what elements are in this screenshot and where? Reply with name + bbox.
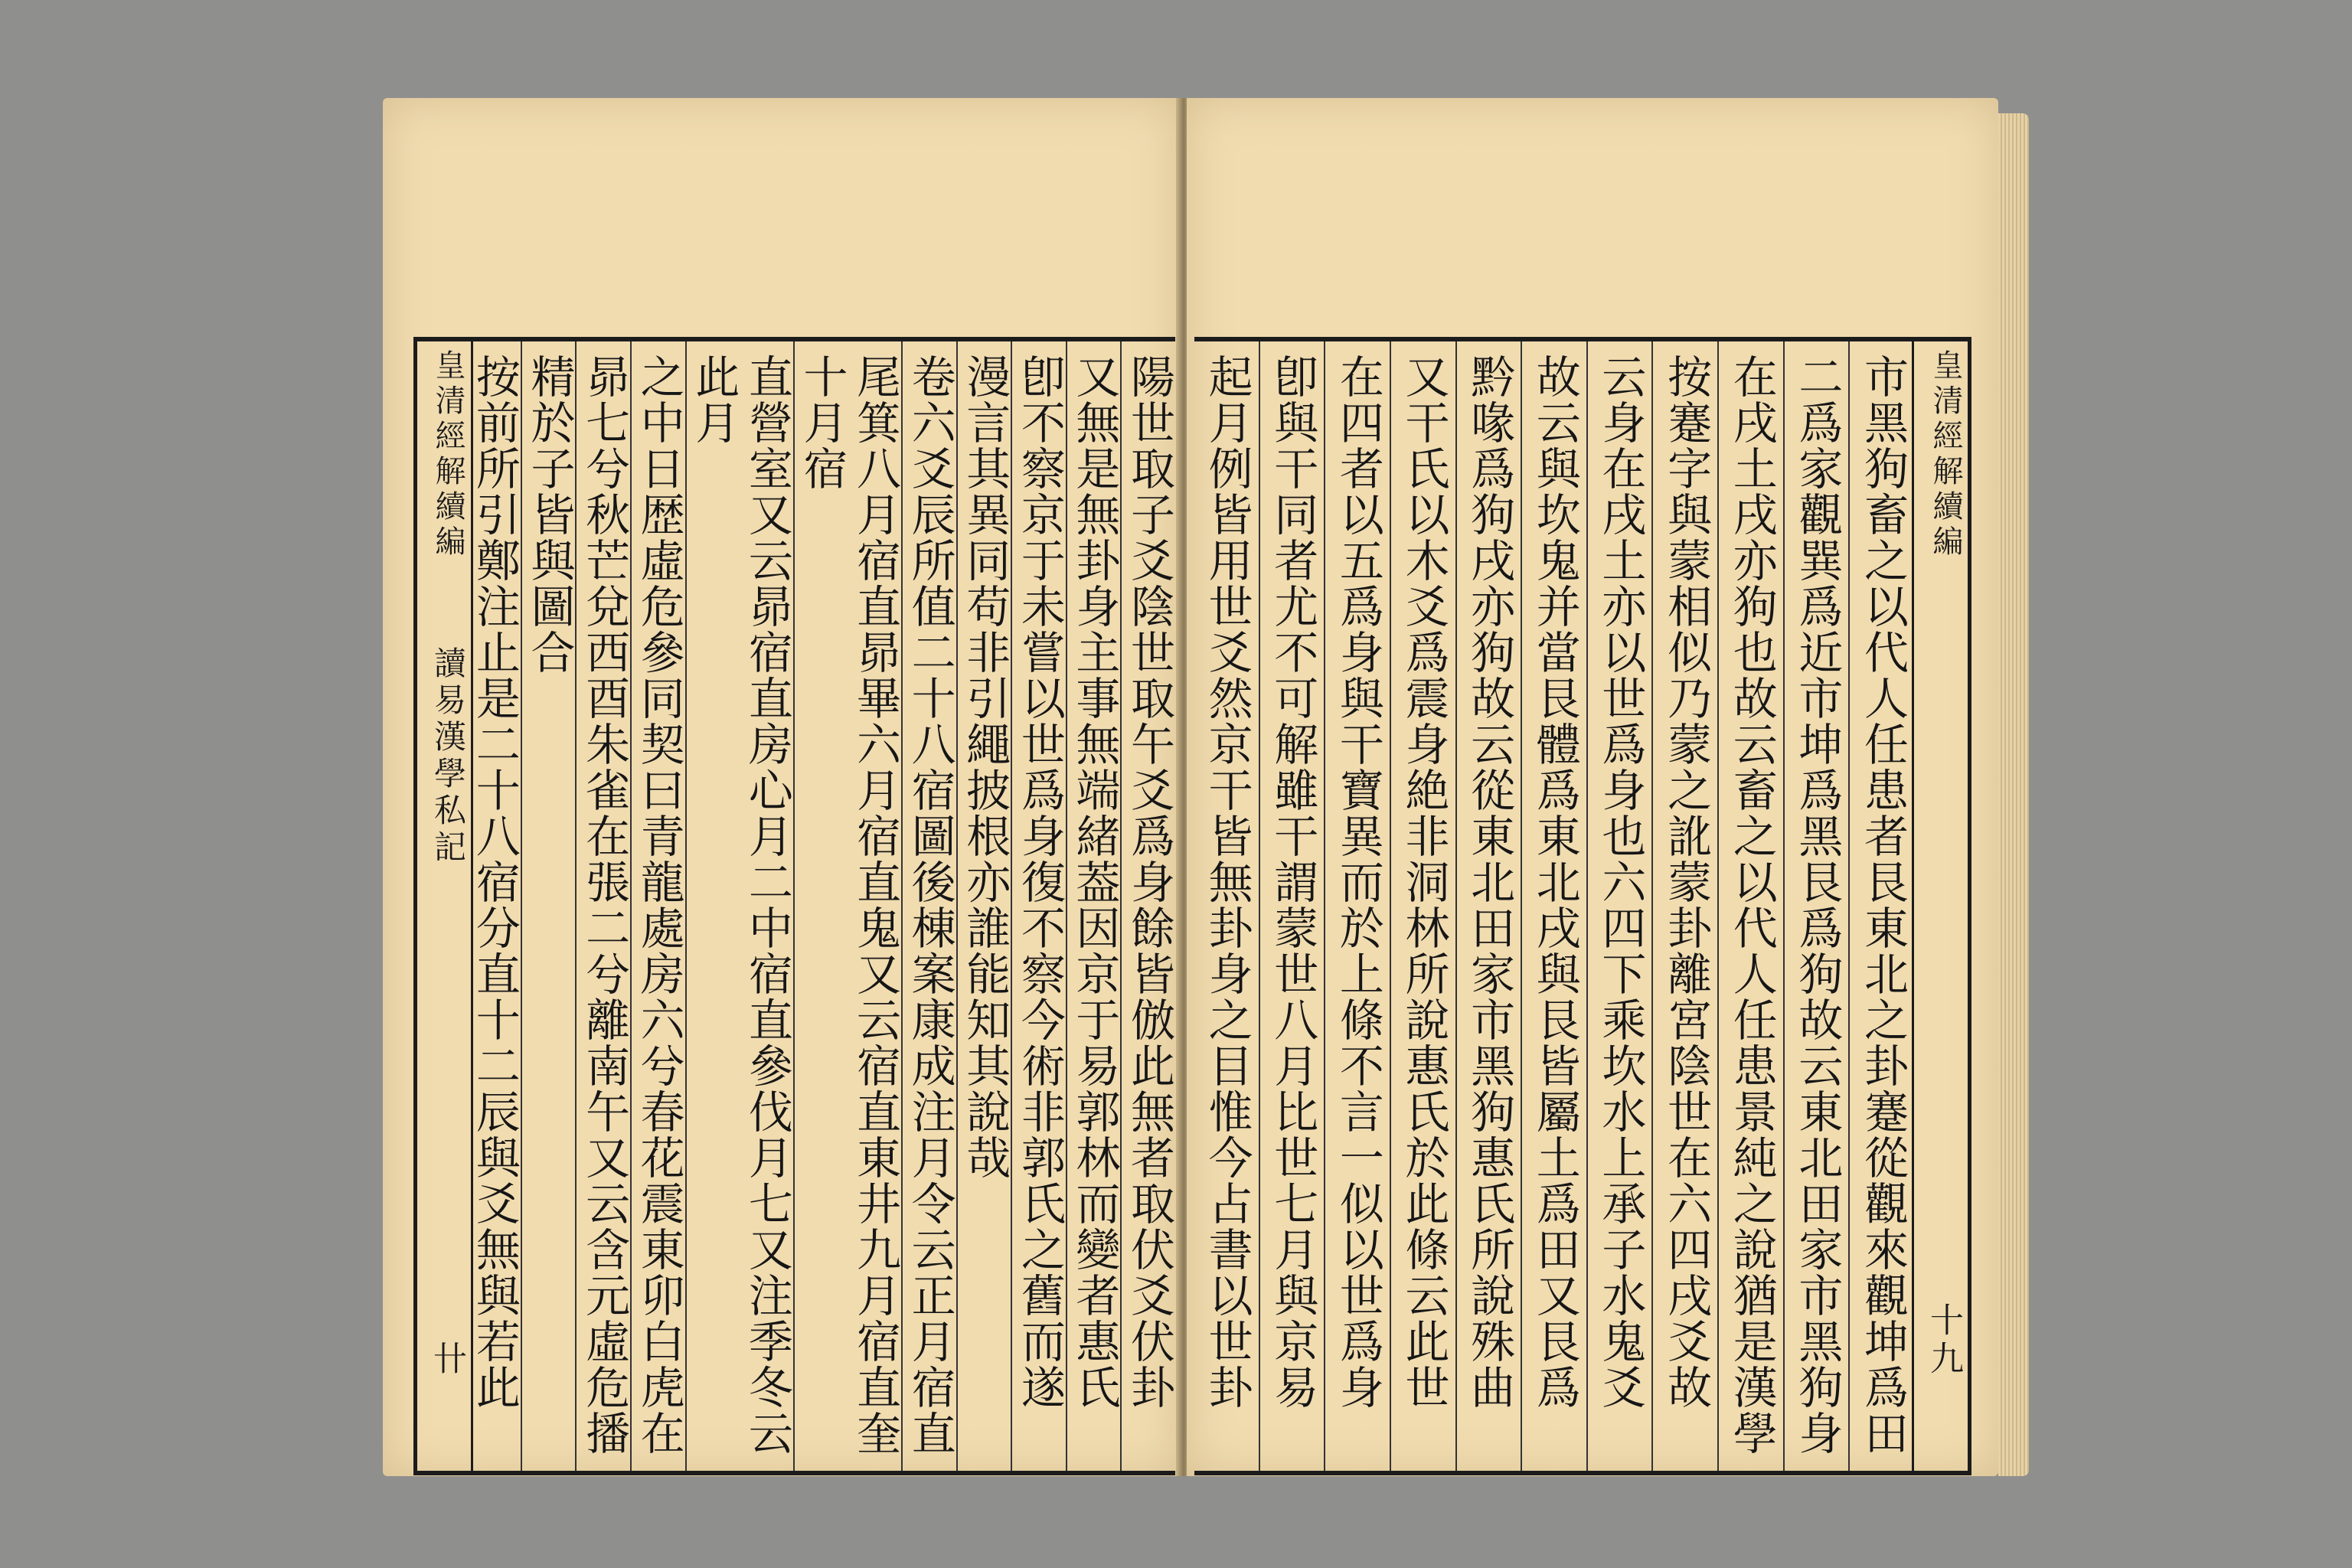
right-page-number: 十九	[1924, 1302, 1963, 1379]
left-text-column: 尾箕八月宿直昴畢六月宿直鬼又云宿直東井九月宿直奎十月宿	[793, 341, 901, 1471]
right-banner	[1912, 341, 1968, 1471]
left-banner-title: 皇清經解續編	[430, 349, 466, 560]
page-edges	[1998, 113, 2029, 1476]
left-text-column: 又無是無卦身主事無端緒葢因京于易郭林而變者惠氏	[1066, 341, 1121, 1471]
right-text-column: 黔喙爲狗戌亦狗故云從東北田家市黑狗惠氏所說殊曲	[1455, 341, 1521, 1471]
right-text-frame	[1194, 337, 1971, 1475]
left-banner	[417, 341, 473, 1471]
left-text-column: 昴七兮秋芒兌西酉朱雀在張二兮離南午又云含元虛危播	[575, 341, 630, 1471]
left-text-column: 按前所引鄭注止是二十八宿分直十二辰與爻無與若此	[468, 354, 521, 1410]
left-text-column: 漫言其異同苟非引繩披根亦誰能知其說哉	[956, 341, 1011, 1471]
left-text-column: 之中日歴虛危參同契曰青龍處房六兮春花震東卯白虎在	[630, 341, 685, 1471]
left-text-column: 精於子皆與圖合	[521, 341, 576, 1471]
left-page	[383, 98, 1179, 1476]
right-text-column: 市黑狗畜之以代人任患者艮東北之卦蹇從觀來觀坤爲田	[1848, 341, 1914, 1471]
right-text-column: 起月例皆用世爻然京干皆無卦身之目惟今占書以世卦	[1200, 354, 1253, 1410]
right-text-column: 在四者以五爲身與干寶異而於上條不言一似以世爲身	[1324, 341, 1390, 1471]
left-text-frame	[413, 337, 1175, 1475]
right-text-columns	[1194, 341, 1914, 1471]
right-text-column: 卽與干同者尤不可解雖干謂蒙世八月比世七月與京易	[1259, 341, 1325, 1471]
right-page	[1187, 98, 1998, 1476]
left-banner-subtitle: 讀易漢學私記	[430, 646, 467, 867]
left-text-columns	[468, 341, 1175, 1471]
right-text-column: 又干氏以木爻爲震身絶非洞林所說惠氏於此條云此世	[1390, 341, 1455, 1471]
right-text-column: 故云與坎鬼并當艮體爲東北戌與艮皆屬土爲田又艮爲	[1521, 341, 1586, 1471]
left-text-column: 卷六爻辰所值二十八宿圖後棟案康成注月令云正月宿直	[901, 341, 956, 1471]
right-text-column: 在戌土戌亦狗也故云畜之以代人任患景純之說猶是漢學	[1717, 341, 1783, 1471]
left-text-column: 卽不察京于未嘗以世爲身復不察今術非郭氏之舊而遂	[1011, 341, 1066, 1471]
left-page-number: 卄	[427, 1341, 466, 1379]
left-text-column: 陽世取子爻陰世取午爻爲身餘皆倣此無者取伏爻伏卦	[1120, 341, 1175, 1471]
open-book	[383, 90, 2014, 1499]
right-banner-title: 皇清經解續編	[1928, 349, 1963, 560]
right-text-column: 二爲家觀巽爲近市坤爲黑艮爲狗故云東北田家市黑狗身	[1783, 341, 1849, 1471]
left-text-column: 直營室又云昴宿直房心月二中宿直參伐月七又注季冬云此月	[685, 341, 793, 1471]
right-text-column: 云身在戌土亦以世爲身也六四下乘坎水上承子水鬼爻	[1586, 341, 1652, 1471]
right-text-column: 按蹇字與蒙相似乃蒙之訛蒙卦離宮陰世在六四戌爻故	[1651, 341, 1717, 1471]
